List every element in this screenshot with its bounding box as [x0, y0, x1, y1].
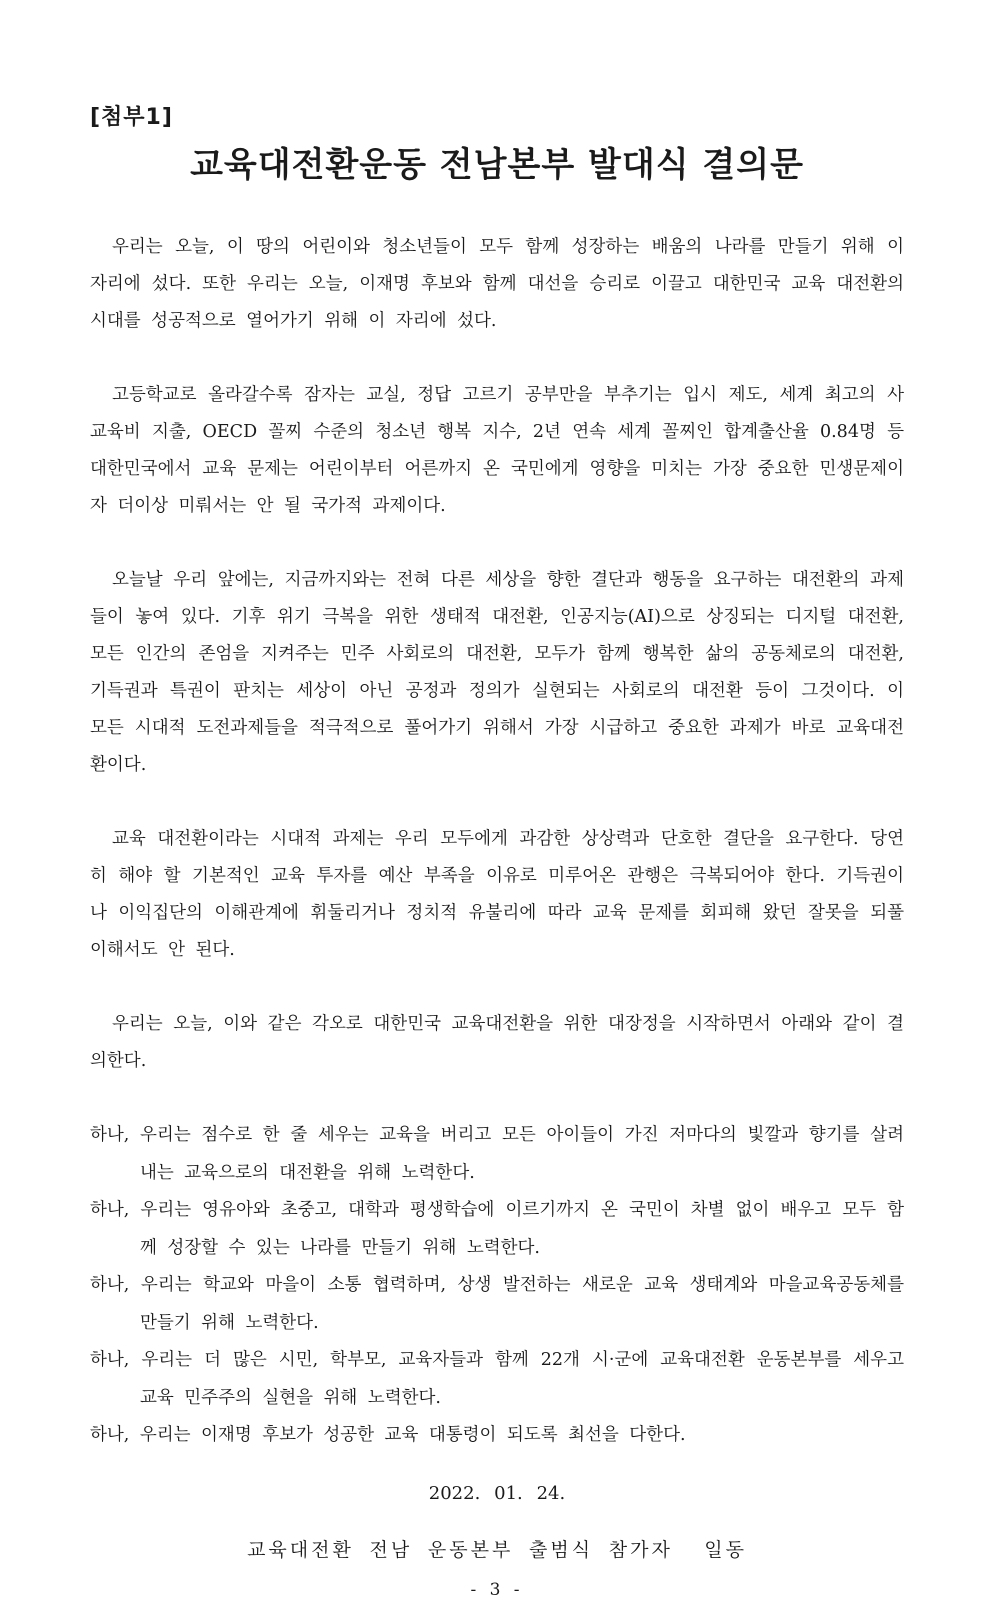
- resolution-item: 하나, 우리는 영유아와 초중고, 대학과 평생학습에 이르기까지 온 국민이 차별 없이 배우고 모두 함께 성장할 수 있는 나라를 만들기 위해 노력한다.: [90, 1200, 904, 1258]
- body-paragraph: 고등학교로 올라갈수록 잠자는 교실, 정답 고르기 공부만을 부추기는 입시 제도, 세계 최고의 사교육비 지출, OECD 꼴찌 수준의 청소년 행복 지수, 2년 연속 세계 꼴찌인 합계출산율 0.84명 등 대한민국에서 교육 문제는 어린이부터 어른까지 온 국민에게 영향을 미치는 가장 중요한 민생문제이자 더이상 미뤄서는 안 될 국가적 과제이다.: [90, 385, 904, 516]
- body-paragraph: 교육 대전환이라는 시대적 과제는 우리 모두에게 과감한 상상력과 단호한 결단을 요구한다. 당연히 해야 할 기본적인 교육 투자를 예산 부족을 이유로 미루어온 관행은 극복되어야 한다. 기득권이나 이익집단의 이해관계에 휘둘리거나 정치적 유불리에 따라 교육 문제를 회피해 왔던 잘못을 되풀이해서도 안 된다.: [90, 829, 904, 960]
- document-date: 2022. 01. 24.: [428, 1482, 566, 1504]
- body-paragraph: 우리는 오늘, 이와 같은 각오로 대한민국 교육대전환을 위한 대장정을 시작하면서 아래와 같이 결의한다.: [90, 1014, 904, 1071]
- resolution-item: 하나, 우리는 더 많은 시민, 학부모, 교육자들과 함께 22개 시·군에 교육대전환 운동본부를 세우고 교육 민주주의 실현을 위해 노력한다.: [90, 1350, 904, 1408]
- signature: 교육대전환 전남 운동본부 출범식 참가자 일동: [247, 1538, 747, 1561]
- document-title: 교육대전환운동 전남본부 발대식 결의문: [190, 145, 804, 185]
- resolution-item: 하나, 우리는 학교와 마을이 소통 협력하며, 상생 발전하는 새로운 교육 생태계와 마을교육공동체를 만들기 위해 노력한다.: [90, 1275, 904, 1333]
- resolution-item: 하나, 우리는 이재명 후보가 성공한 교육 대통령이 되도록 최선을 다한다.: [90, 1425, 686, 1445]
- resolution-list: [90, 1117, 904, 1455]
- resolution-item: 하나, 우리는 점수로 한 줄 세우는 교육을 버리고 모든 아이들이 가진 저마다의 빛깔과 향기를 살려내는 교육으로의 대전환을 위해 노력한다.: [90, 1125, 904, 1183]
- body-paragraph: 오늘날 우리 앞에는, 지금까지와는 전혀 다른 세상을 향한 결단과 행동을 요구하는 대전환의 과제들이 놓여 있다. 기후 위기 극복을 위한 생태적 대전환, 인공지능(AI)으로 상징되는 디지털 대전환, 모든 인간의 존엄을 지켜주는 민주 사회로의 대전환, 모두가 함께 행복한 삶의 공동체로의 대전환, 기득권과 특권이 판치는 세상이 아닌 공정과 정의가 실현되는 사회로의 대전환 등이 그것이다. 이 모든 시대적 도전과제들을 적극적으로 풀어가기 위해서 가장 시급하고 중요한 과제가 바로 교육대전환이다.: [90, 570, 904, 775]
- page-number: - 3 -: [470, 1579, 524, 1600]
- attachment-label: [첨부1]: [90, 105, 173, 130]
- body-paragraph: 우리는 오늘, 이 땅의 어린이와 청소년들이 모두 함께 성장하는 배움의 나라를 만들기 위해 이 자리에 섰다. 또한 우리는 오늘, 이재명 후보와 함께 대선을 승리로 이끌고 대한민국 교육 대전환의 시대를 성공적으로 열어가기 위해 이 자리에 섰다.: [90, 237, 904, 331]
